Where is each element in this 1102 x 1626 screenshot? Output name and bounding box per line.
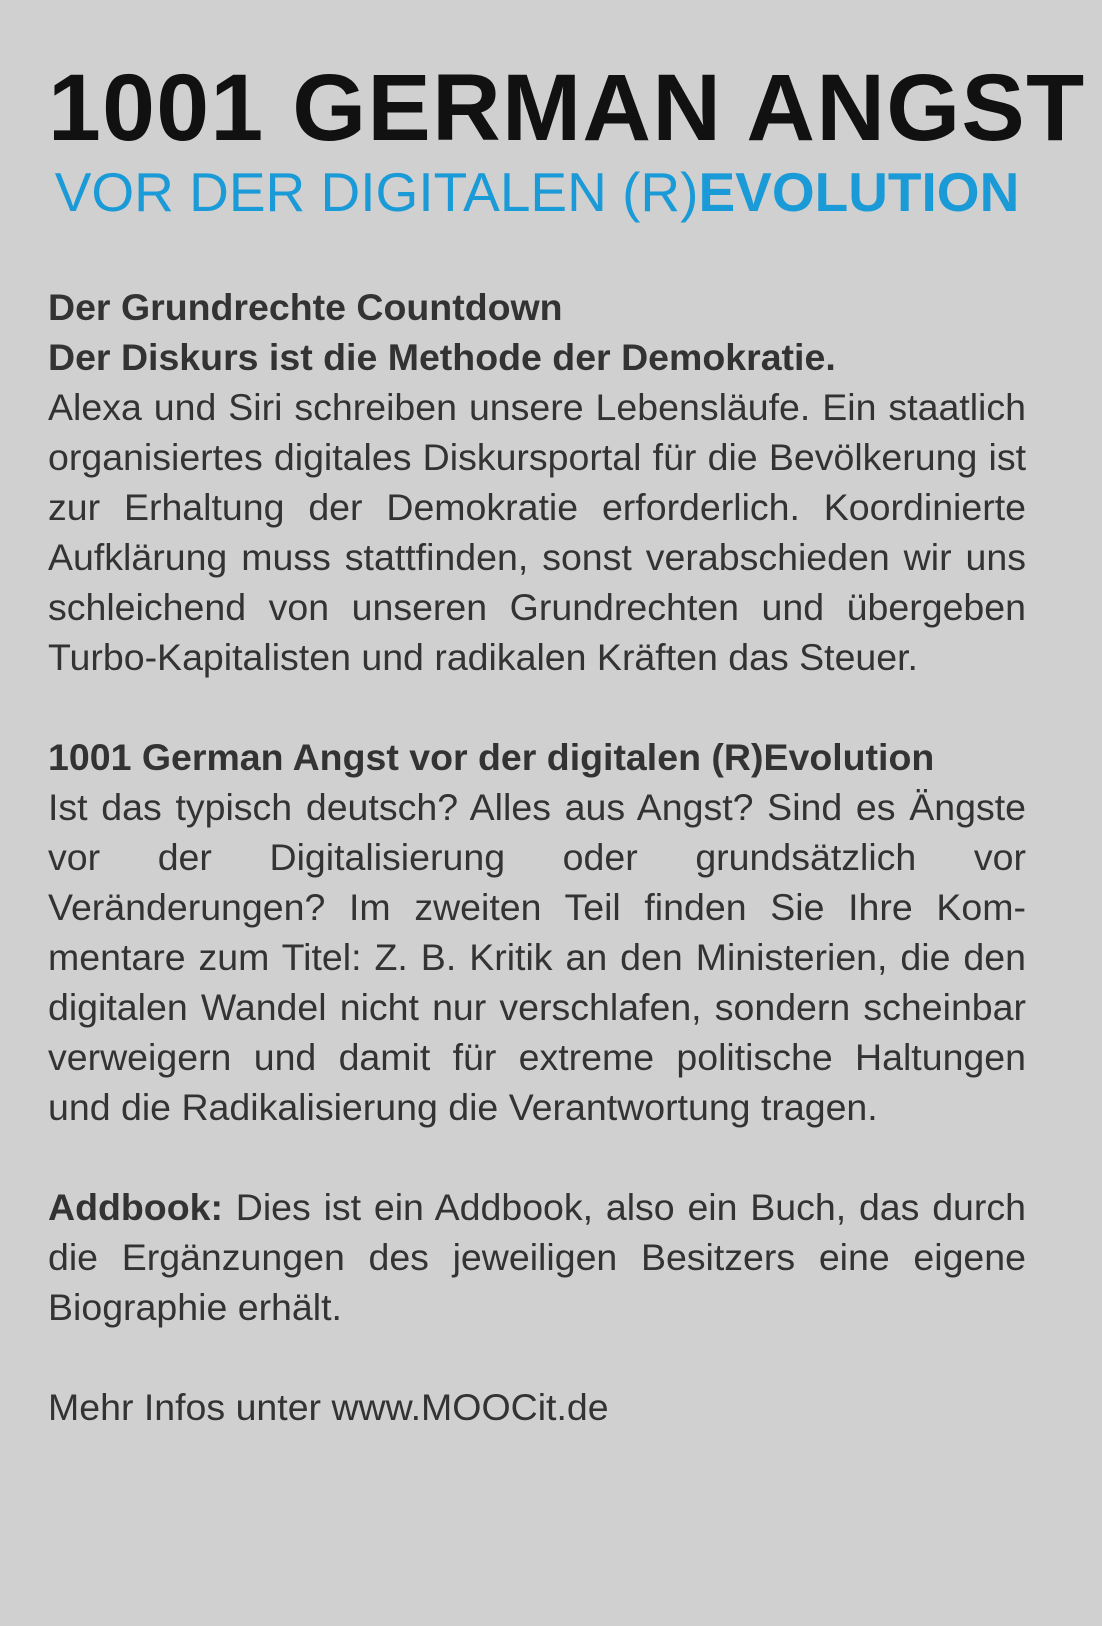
addbook-text: Dies ist ein Addbook, also ein Buch, das durch die Ergänzungen des jeweiligen Besitzers eine eigene Biographie erhält. <box>48 1186 1027 1328</box>
back-cover <box>48 55 1086 1432</box>
section-heading: 1001 German Angst vor der digitalen (R)Evolution <box>48 736 935 778</box>
subtitle-bold: EVOLUTION <box>698 161 1020 223</box>
more-info-text: Mehr Infos unter www.MOOCit.de <box>48 1386 609 1428</box>
addbook-label: Addbook: <box>48 1186 223 1228</box>
section-text: Ist das typisch deutsch? Alles aus Angst? Sind es Ängste vor der Digitalisierung oder grundsätzlich vor Veränderungen? Im zweiten Teil finden Sie Ihre Kommentare zum Titel: Z. B. Kritik an den Ministerien, die den digitalen Wandel nicht nur verschlafen, sondern scheinbar verweigern und damit für extreme politische Haltungen und die Radikalisierung die Verantwortung tragen. <box>48 786 1026 1128</box>
book-subtitle <box>48 160 1026 224</box>
section-heading: Der Grundrechte Countdown <box>48 286 563 328</box>
section-grundrechte <box>48 282 1026 682</box>
section-text <box>48 1182 1026 1332</box>
section-addbook <box>48 1182 1026 1332</box>
book-title: 1001 GERMAN ANGST <box>48 55 1086 161</box>
section-german-angst <box>48 732 1026 1132</box>
section-more-info <box>48 1382 1026 1432</box>
subtitle-regular: VOR DER DIGITALEN (R) <box>54 161 699 223</box>
section-text: Alexa und Siri schreiben unsere Lebensläufe. Ein staatlich organisiertes digitales Diskursportal für die Bevölkerung ist zur Erhaltung der Demokratie erforderlich. Koordinierte Aufklärung muss stattfinden, sonst verabschieden wir uns schleichend von unseren Grundrechten und übergeben Turbo-Kapitalisten und radikalen Kräften das Steuer. <box>48 386 1026 678</box>
section-subheading: Der Diskurs ist die Methode der Demokratie. <box>48 336 836 378</box>
